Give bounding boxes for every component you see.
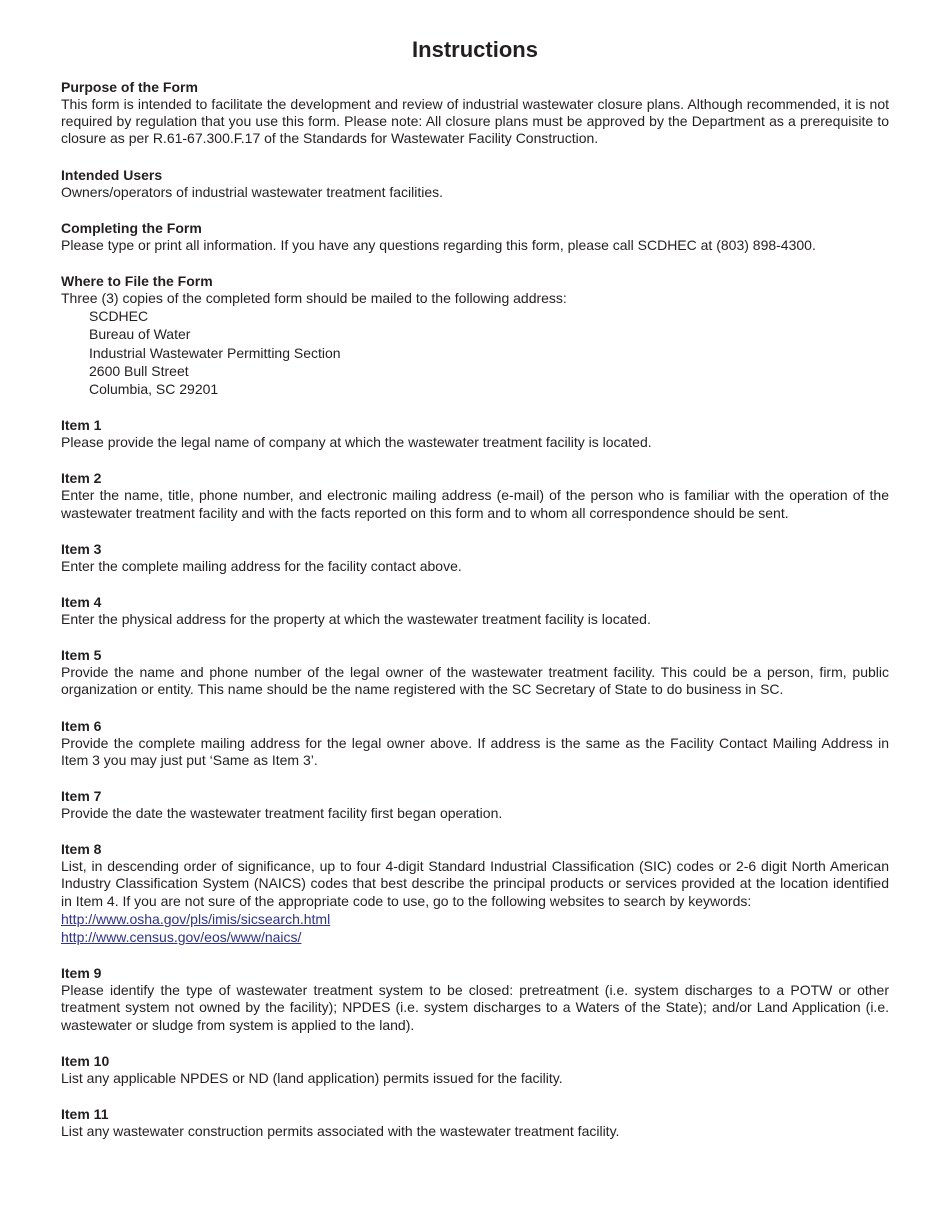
section-item-8 (61, 840, 889, 946)
section-heading: Completing the Form (61, 219, 202, 236)
address-line: SCDHEC (89, 308, 149, 325)
item-heading: Item 5 (61, 647, 102, 664)
item-heading: Item 4 (61, 594, 102, 611)
section-text: Please type or print all information. If you have any questions regarding this form, please call SCDHEC at (803) 898-4300. (61, 236, 816, 253)
item-text: Provide the name and phone number of the legal owner of the wastewater treatment facility. This could be a person, firm, public organization or entity. This name should be the name registered with the SC Secretary of State to do business in SC. (61, 664, 889, 698)
section-item-11 (61, 1105, 889, 1140)
item-heading: Item 8 (61, 841, 102, 858)
section-completing (61, 219, 889, 254)
section-text: Owners/operators of industrial wastewater treatment facilities. (61, 183, 444, 200)
census-naics-link[interactable]: http://www.census.gov/eos/www/naics/ (61, 929, 302, 946)
item-text: Please identify the type of wastewater treatment system to be closed: pretreatment (i.e. system discharges to a POTW or other treatment system not owned by the facility); NPDES (i.e. system discharges to a Waters of the State); and/or Land Application (i.e. wastewater or sludge from system is applied to the land). (61, 982, 889, 1033)
section-text: Three (3) copies of the completed form should be mailed to the following address: (61, 290, 567, 307)
item-text: Please provide the legal name of company at which the wastewater treatment facility is located. (61, 434, 652, 451)
item-text: List any applicable NPDES or ND (land application) permits issued for the facility. (61, 1069, 563, 1086)
section-item-4 (61, 593, 889, 628)
section-heading: Intended Users (61, 166, 163, 183)
section-item-3 (61, 540, 889, 575)
address-line: 2600 Bull Street (89, 362, 189, 379)
item-text: Provide the date the wastewater treatment facility first began operation. (61, 805, 503, 822)
page-title: Instructions (412, 37, 538, 62)
section-item-2 (61, 469, 889, 521)
item-text: List, in descending order of significance, up to four 4-digit Standard Industrial Classification (SIC) codes or 2-6 digit North American Industry Classification System (NAICS) codes that best describe the principal products or services provided at the location identified in Item 4. If you are not sure of the appropriate code to use, go to the following websites to search by keywords: (61, 858, 889, 909)
address-line: Columbia, SC 29201 (89, 381, 219, 398)
address-line: Bureau of Water (89, 326, 191, 343)
section-heading: Where to File the Form (61, 273, 213, 290)
section-text: This form is intended to facilitate the development and review of industrial wastewater closure plans. Although recommended, it is not required by regulation that you use this form. Please note: All closure plans must be approved by the Department as a prerequisite to closure as per R.61-67.300.F.17 of the Standards for Wastewater Facility Construction. (61, 96, 889, 147)
section-heading: Purpose of the Form (61, 79, 198, 95)
section-item-6 (61, 717, 889, 769)
item-heading: Item 11 (61, 1106, 109, 1123)
section-purpose (61, 78, 889, 148)
section-item-7 (61, 787, 889, 822)
item-heading: Item 10 (61, 1052, 110, 1069)
item-heading: Item 3 (61, 540, 102, 557)
item-heading: Item 2 (61, 470, 102, 487)
section-where-to-file (61, 272, 889, 398)
item-heading: Item 1 (61, 417, 102, 434)
item-text: Enter the name, title, phone number, and electronic mailing address (e-mail) of the person who is familiar with the operation of the wastewater treatment facility and with the facts reported on this form and to whom all correspondence should be sent. (61, 487, 889, 521)
item-text: List any wastewater construction permits associated with the wastewater treatment facility. (61, 1123, 620, 1140)
mailing-address (61, 307, 889, 398)
address-line: Industrial Wastewater Permitting Section (89, 344, 341, 361)
item-text: Enter the complete mailing address for the facility contact above. (61, 557, 462, 574)
item-heading: Item 6 (61, 717, 102, 734)
section-item-9 (61, 964, 889, 1034)
item-heading: Item 7 (61, 788, 102, 805)
osha-sic-search-link[interactable]: http://www.osha.gov/pls/imis/sicsearch.html (61, 910, 331, 927)
section-item-1 (61, 416, 889, 451)
item-text: Provide the complete mailing address for the legal owner above. If address is the same as the Facility Contact Mailing Address in Item 3 you may just put ‘Same as Item 3’. (61, 734, 889, 768)
section-intended-users (61, 166, 889, 201)
section-item-5 (61, 646, 889, 698)
section-item-10 (61, 1052, 889, 1087)
item-heading: Item 9 (61, 965, 102, 982)
item-text: Enter the physical address for the property at which the wastewater treatment facility is located. (61, 611, 651, 628)
